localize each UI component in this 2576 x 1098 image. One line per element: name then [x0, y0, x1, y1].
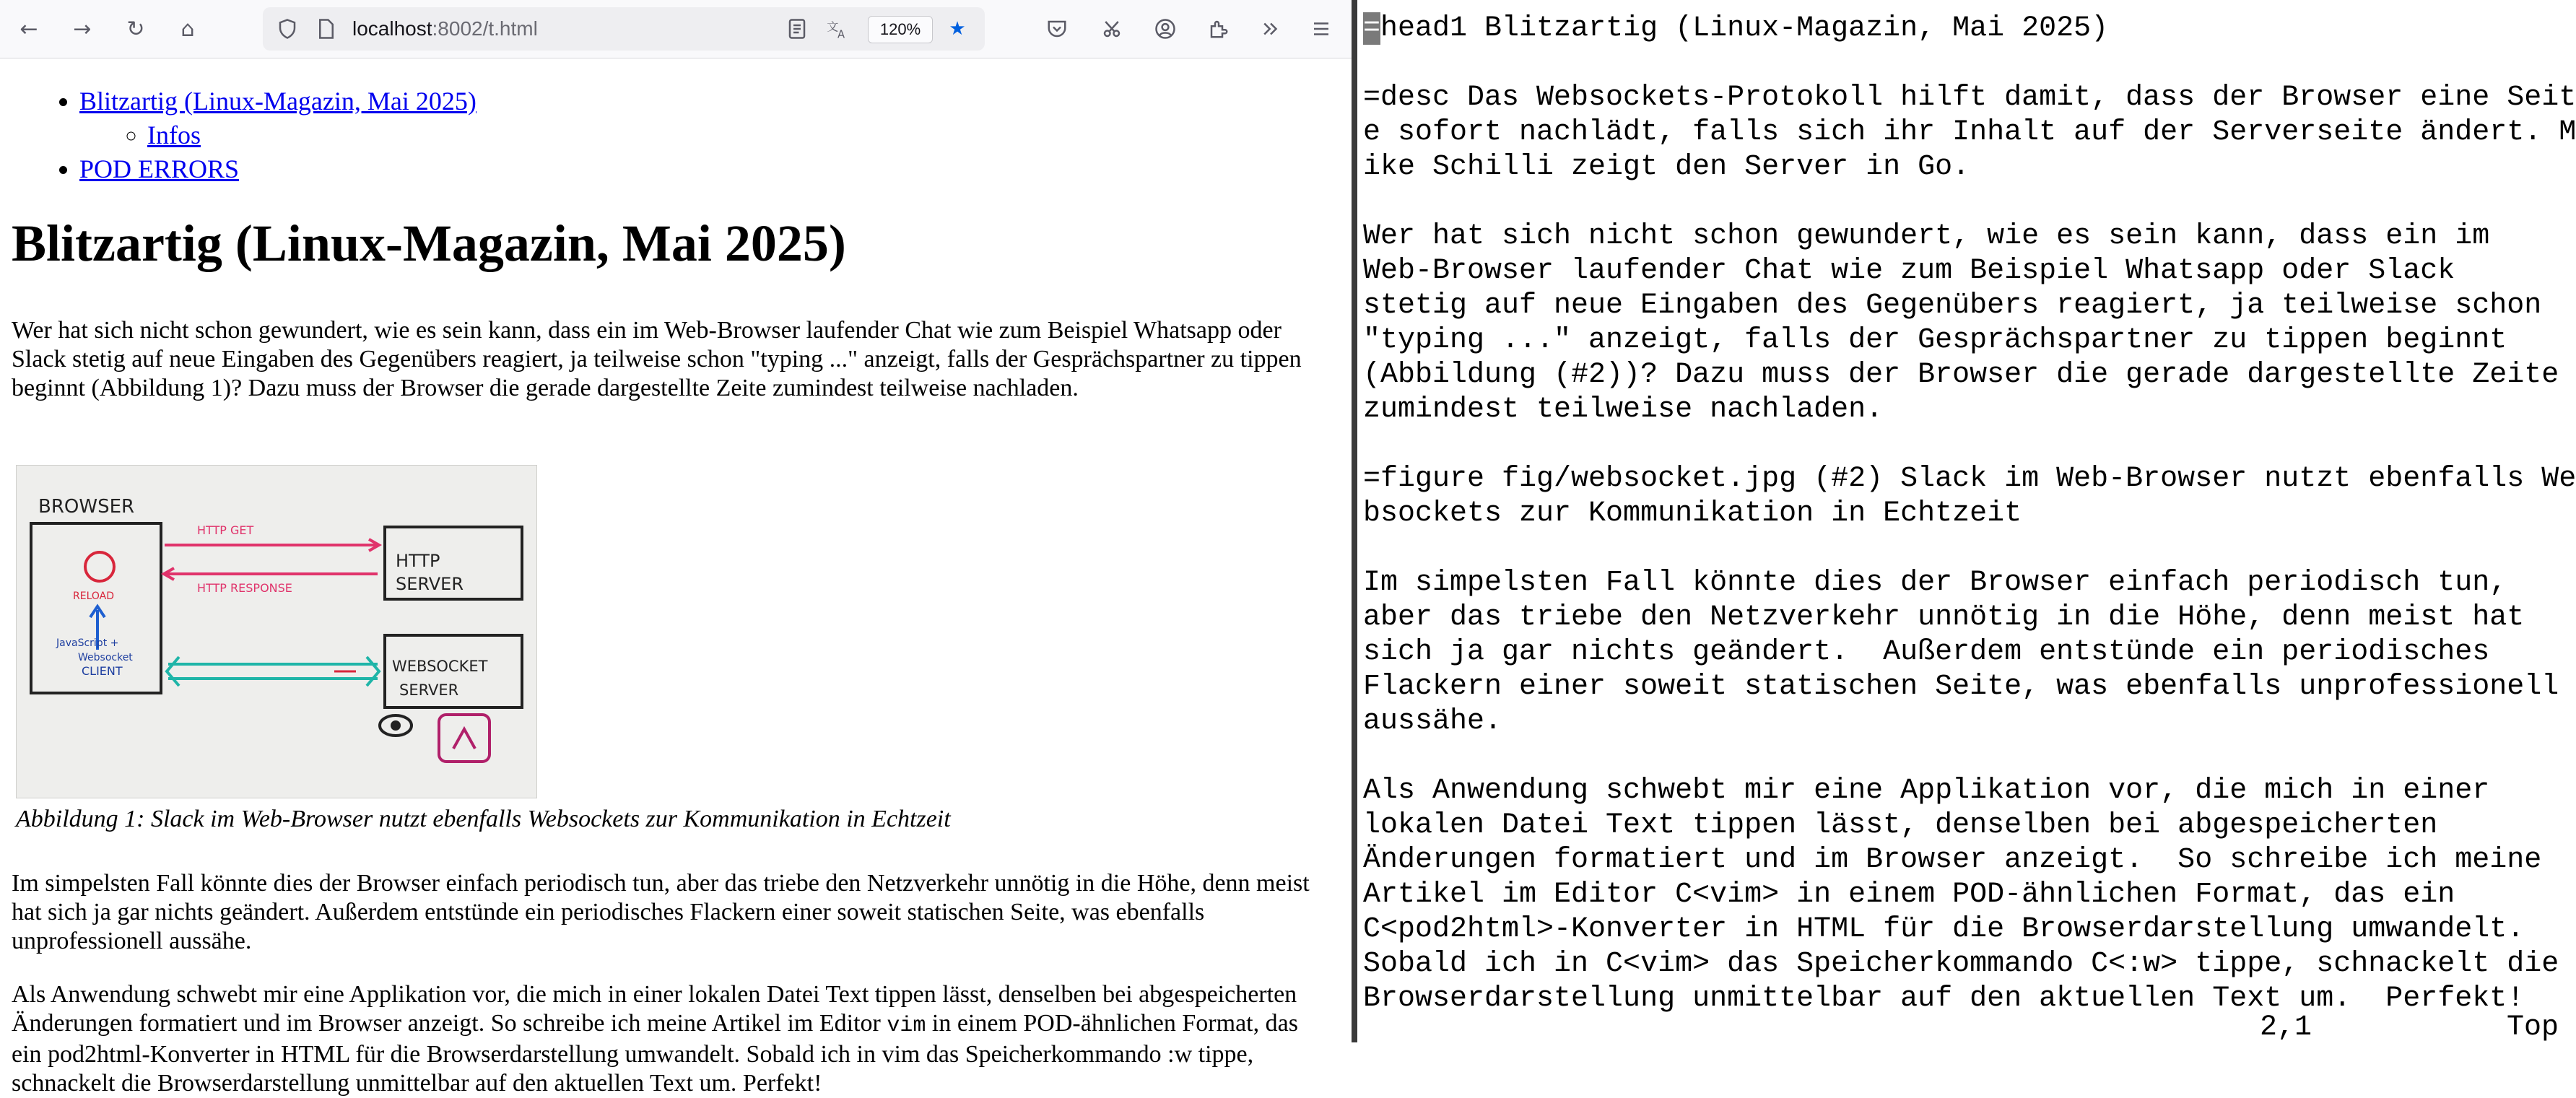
figure-label-http-get: HTTP GET — [197, 523, 254, 537]
editor-line[interactable]: lokalen Datei Text tippen lässt, denselben bei abgespeicherten — [1363, 809, 2438, 842]
editor-line[interactable]: "typing ..." anzeigt, falls der Gesprächspartner zu tippen beginnt — [1363, 324, 2507, 357]
translate-icon[interactable] — [822, 13, 853, 45]
editor-line[interactable]: Artikel im Editor C<vim> in einem POD-ähnlichen Format, das ein — [1363, 879, 2455, 911]
figure-label-js-client-2: Websocket — [78, 652, 133, 663]
page-icon — [310, 13, 342, 45]
editor-line[interactable]: Wer hat sich nicht schon gewundert, wie es sein kann, dass ein im — [1363, 220, 2490, 253]
editor-line[interactable]: bsockets zur Kommunikation in Echtzeit — [1363, 497, 2022, 530]
table-of-contents — [0, 84, 1300, 186]
toc-item — [79, 152, 1300, 186]
editor-line[interactable]: aussähe. — [1363, 705, 1502, 738]
editor-line[interactable]: (Abbildung (#2))? Dazu muss der Browser die gerade dargestellte Zeite — [1363, 359, 2559, 391]
back-button[interactable]: ← — [19, 16, 38, 42]
editor-line[interactable]: Im simpelsten Fall könnte dies der Browser einfach periodisch tun, — [1363, 567, 2507, 599]
extensions-icon[interactable] — [1201, 12, 1236, 46]
editor-line[interactable]: C<pod2html>-Konverter in HTML für die Browserdarstellung umwandelt. — [1363, 913, 2525, 946]
figure-label-browser: BROWSER — [38, 496, 135, 518]
window-divider[interactable] — [1352, 0, 1357, 1042]
editor-line[interactable]: stetig auf neue Eingaben des Gegenübers reagiert, ja teilweise schon — [1363, 289, 2542, 322]
url-host: localhost — [352, 17, 432, 40]
editor-line[interactable]: ike Schilli zeigt den Server in Go. — [1363, 151, 1970, 183]
editor-line[interactable]: =desc Das Websockets-Protokoll hilft damit, dass der Browser eine Seit — [1363, 82, 2576, 114]
toc-subitem — [147, 118, 1300, 152]
editor-line[interactable]: =figure fig/websocket.jpg (#2) Slack im Web-Browser nutzt ebenfalls We — [1363, 463, 2576, 495]
editor-line-text: head1 Blitzartig (Linux-Magazin, Mai 2025) — [1380, 12, 2109, 45]
svg-text:文: 文 — [827, 19, 839, 34]
bookmark-star-icon[interactable]: ★ — [949, 18, 966, 40]
toc-link-pod-errors[interactable]: POD ERRORS — [79, 154, 240, 183]
figure-label-http-2: SERVER — [396, 574, 464, 594]
toc-item — [79, 84, 1300, 152]
toc-link-infos[interactable]: Infos — [147, 121, 201, 149]
editor-line[interactable]: sich ja gar nichts geändert. Außerdem entstünde ein periodisches — [1363, 636, 2490, 668]
browser-toolbar — [0, 0, 1352, 58]
screenshot-icon[interactable] — [1095, 12, 1129, 46]
editor-line[interactable]: Sobald ich in C<vim> das Speicherkommando C<:w> tippe, schnackelt die — [1363, 948, 2559, 980]
vim-ruler-scroll: Top — [2507, 1011, 2559, 1044]
editor-line[interactable]: Web-Browser laufender Chat wie zum Beispiel Whatsapp oder Slack — [1363, 255, 2455, 287]
forward-button[interactable]: → — [73, 16, 92, 42]
vim-editor[interactable] — [1357, 0, 2576, 1042]
vim-ruler-position: 2,1 — [2260, 1011, 2312, 1044]
menu-icon[interactable] — [1304, 12, 1339, 46]
figure-label-ws-2: SERVER — [399, 681, 459, 699]
shield-icon[interactable] — [271, 13, 303, 45]
figure-label-js-client-1: JavaScript + — [56, 637, 119, 649]
svg-text:A: A — [837, 28, 845, 41]
figure-label-http-1: HTTP — [396, 551, 440, 571]
figure-caption: Abbildung 1: Slack im Web-Browser nutzt ebenfalls Websockets zur Kommunikation in Echtzeit — [16, 806, 951, 832]
reader-view-icon[interactable] — [781, 13, 813, 45]
url-path: :8002/t.html — [432, 17, 538, 40]
paragraph-intro: Wer hat sich nicht schon gewundert, wie es sein kann, dass ein im Web-Browser laufender Chat wie zum Beispiel Whatsapp oder Slack stetig auf neue Eingaben des Gegenübers reagiert, ja teilweise schon "typing ..." anzeigt, falls der Gesprächspartner zu tippen beginnt (Abbildung 1)? Dazu muss der Browser die gerade dargestellte Zeite zumindest teilweise nachladen. — [12, 317, 1302, 401]
url-text[interactable] — [352, 17, 538, 40]
figure-label-ws-1: WEBSOCKET — [392, 658, 488, 675]
paragraph-application — [12, 980, 1333, 1098]
figure-label-js-client-3: CLIENT — [82, 664, 123, 678]
zoom-level-button[interactable]: 120% — [868, 16, 933, 43]
figure-label-http-response: HTTP RESPONSE — [197, 581, 292, 595]
page-title: Blitzartig (Linux-Magazin, Mai 2025) — [12, 214, 846, 272]
reload-button[interactable]: ↻ — [126, 16, 145, 42]
editor-line[interactable]: zumindest teilweise nachladen. — [1363, 393, 1884, 426]
editor-line[interactable]: aber das triebe den Netzverkehr unnötig in die Höhe, denn meist hat — [1363, 601, 2525, 634]
pocket-icon[interactable] — [1040, 12, 1074, 46]
page-content — [0, 58, 1352, 1097]
paragraph-polling: Im simpelsten Fall könnte dies der Browser einfach periodisch tun, aber das triebe den Netzverkehr unnötig in die Höhe, denn meist hat sich ja gar nichts geändert. Außerdem entstünde ein periodisches Flackern einer soweit statischen Seite, was ebenfalls unprofessionell aussähe. — [12, 870, 1310, 954]
address-bar[interactable] — [263, 7, 985, 51]
toc-link-title[interactable]: Blitzartig (Linux-Magazin, Mai 2025) — [79, 87, 477, 116]
paragraph-application-part-b: in einem POD-ähnlichen Format, das ein pod2html-Konverter in HTML für die Browserdarstellung umwandelt. Sobald ich in vim das Speicherkommando :w tippe, schnackelt die Browserdarstellung unmittelbar auf den aktuellen Text um. Perfekt! — [12, 1010, 1298, 1097]
overflow-icon[interactable] — [1253, 12, 1288, 46]
figure-label-reload: RELOAD — [73, 591, 115, 602]
editor-line[interactable]: Browserdarstellung unmittelbar auf den aktuellen Text um. Perfekt! — [1363, 982, 2525, 1015]
paragraph-application-part-a: Als Anwendung schwebt mir eine Applikation vor, die mich in einer lokalen Datei Text tippen lässt, denselben bei abgespeicherten Änderungen formatiert und im Browser anzeigt. So schreibe ich meine Artikel im Editor — [12, 981, 1297, 1037]
editor-line[interactable]: e sofort nachlädt, falls sich ihr Inhalt auf der Serverseite ändert. M — [1363, 116, 2576, 149]
editor-line[interactable]: Änderungen formatiert und im Browser anzeigt. So schreibe ich meine — [1363, 844, 2542, 876]
editor-line[interactable]: Als Anwendung schwebt mir eine Applikation vor, die mich in einer — [1363, 775, 2490, 807]
home-button[interactable]: ⌂ — [180, 16, 195, 42]
editor-cursor: = — [1363, 12, 1381, 45]
editor-line[interactable]: Flackern einer soweit statischen Seite, was ebenfalls unprofessionell — [1363, 671, 2559, 703]
figure-image — [16, 465, 537, 798]
account-icon[interactable] — [1148, 12, 1183, 46]
inline-code-vim: vim — [887, 1014, 926, 1038]
editor-line[interactable] — [1363, 12, 2108, 46]
